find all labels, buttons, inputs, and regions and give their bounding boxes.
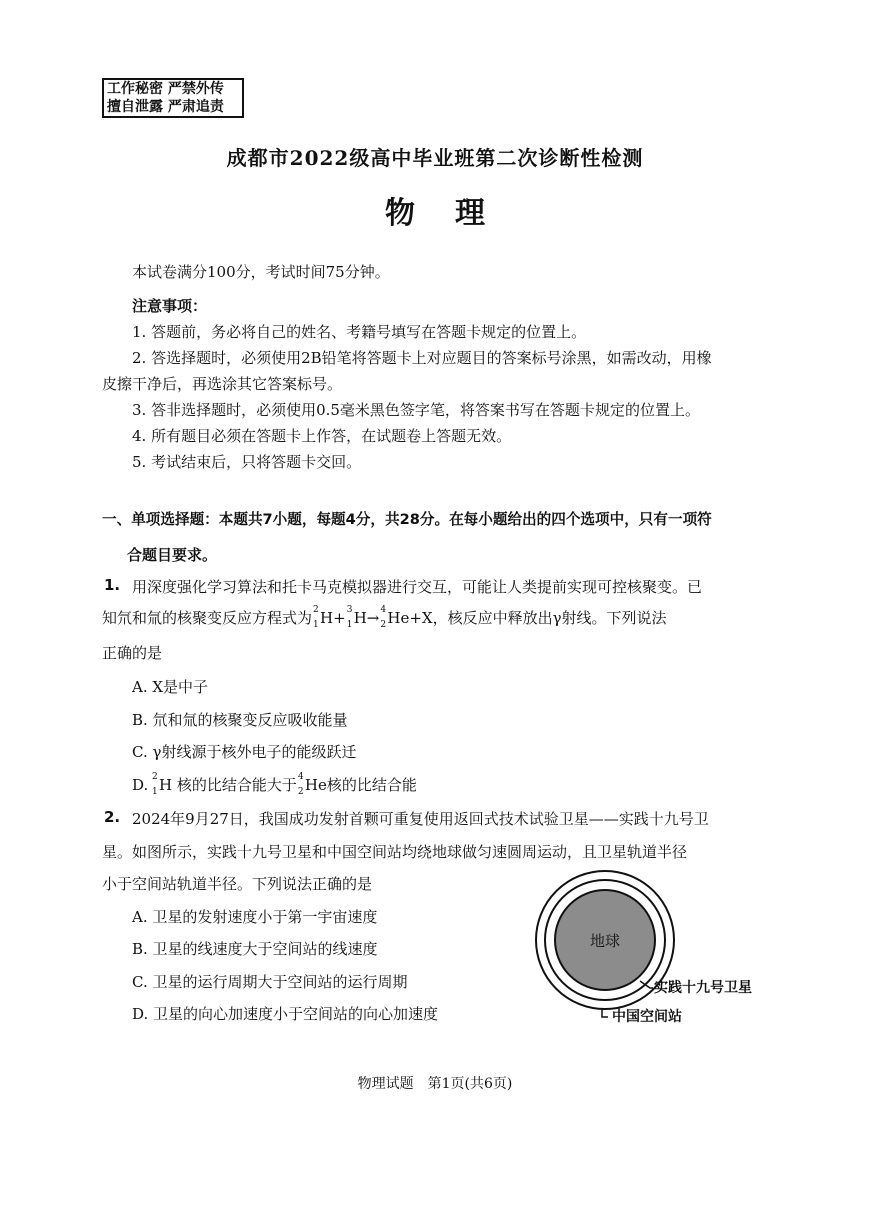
option-a: A. X是中子 bbox=[132, 678, 209, 696]
notes-item: 1. 答题前，务必将自己的姓名、考籍号填写在答题卡规定的位置上。 bbox=[132, 323, 587, 341]
station-label: 中国空间站 bbox=[612, 1009, 682, 1025]
question-text: 星。如图所示，实践十九号卫星和中国空间站均绕地球做匀速圆周运动，且卫星轨道半径 bbox=[102, 843, 688, 861]
question-text: 正确的是 bbox=[102, 644, 163, 662]
option-a: A. 卫星的发射速度小于第一宇宙速度 bbox=[132, 908, 378, 926]
question-number: 2. bbox=[104, 808, 121, 826]
question-text-with-equation: 知氘和氚的核聚变反应方程式为 2 1 H+ 3 1 H→ 4 2 He+X，核反应中释放出γ射线。下列说法 bbox=[102, 605, 667, 630]
exam-title: 成都市2022级高中毕业班第二次诊断性检测 bbox=[226, 146, 644, 170]
confidential-stamp bbox=[102, 78, 244, 118]
option-c: C. γ射线源于核外电子的能级跃迁 bbox=[132, 743, 357, 761]
question-text: 小于空间站轨道半径。下列说法正确的是 bbox=[102, 875, 373, 893]
option-d: D. 2 1 H 核的比结合能大于 4 2 He核的比结合能 bbox=[132, 772, 417, 797]
option-b: B. 氘和氚的核聚变反应吸收能量 bbox=[132, 711, 348, 729]
option-b: B. 卫星的线速度大于空间站的线速度 bbox=[132, 940, 378, 958]
option-c: C. 卫星的运行周期大于空间站的运行周期 bbox=[132, 973, 408, 991]
section-heading-cont: 合题目要求。 bbox=[127, 546, 218, 564]
nuclide-deuterium: 2 1 H bbox=[152, 772, 173, 797]
notes-item: 3. 答非选择题时，必须使用0.5毫米黑色签字笔，将答案书写在答题卡规定的位置上。 bbox=[132, 401, 700, 419]
notes-item: 皮擦干净后，再选涂其它答案标号。 bbox=[102, 375, 343, 393]
orbit-figure bbox=[520, 860, 770, 1040]
stamp-line-2: 擅自泄露 严肃追责 bbox=[107, 99, 224, 115]
question-text: 2024年9月27日，我国成功发射首颗可重复使用返回式技术试验卫星——实践十九号卫 bbox=[132, 810, 709, 828]
exam-intro: 本试卷满分100分，考试时间75分钟。 bbox=[132, 263, 390, 281]
nuclide-tritium: 3 1 H bbox=[346, 605, 367, 630]
question-text: 用深度强化学习算法和托卡马克模拟器进行交互，可能让人类提前实现可控核聚变。已 bbox=[132, 578, 703, 596]
satellite-label: 实践十九号卫星 bbox=[654, 980, 752, 996]
notes-item: 2. 答选择题时，必须使用2B铅笔将答题卡上对应题目的答案标号涂黑，如需改动，用橡 bbox=[132, 349, 712, 367]
section-heading: 一、单项选择题：本题共7小题，每题4分，共28分。在每小题给出的四个选项中，只有一项符 bbox=[102, 511, 712, 528]
station-leader-line bbox=[602, 1009, 608, 1017]
option-d: D. 卫星的向心加速度小于空间站的向心加速度 bbox=[132, 1005, 439, 1023]
subject-title: 物理 bbox=[385, 196, 525, 231]
stamp-line-1: 工作秘密 严禁外传 bbox=[107, 81, 224, 97]
notes-item: 5. 考试结束后，只将答题卡交回。 bbox=[132, 453, 362, 471]
question-number: 1. bbox=[104, 576, 121, 594]
nuclide-helium: 4 2 He bbox=[380, 605, 410, 630]
page-footer: 物理试题 第1页(共6页) bbox=[357, 1076, 513, 1092]
earth-label: 地球 bbox=[589, 932, 621, 950]
nuclide-helium: 4 2 He bbox=[297, 772, 327, 797]
notes-item: 4. 所有题目必须在答题卡上作答，在试题卷上答题无效。 bbox=[132, 427, 512, 445]
notes-heading: 注意事项： bbox=[132, 297, 208, 315]
nuclide-deuterium: 2 1 H bbox=[313, 605, 334, 630]
